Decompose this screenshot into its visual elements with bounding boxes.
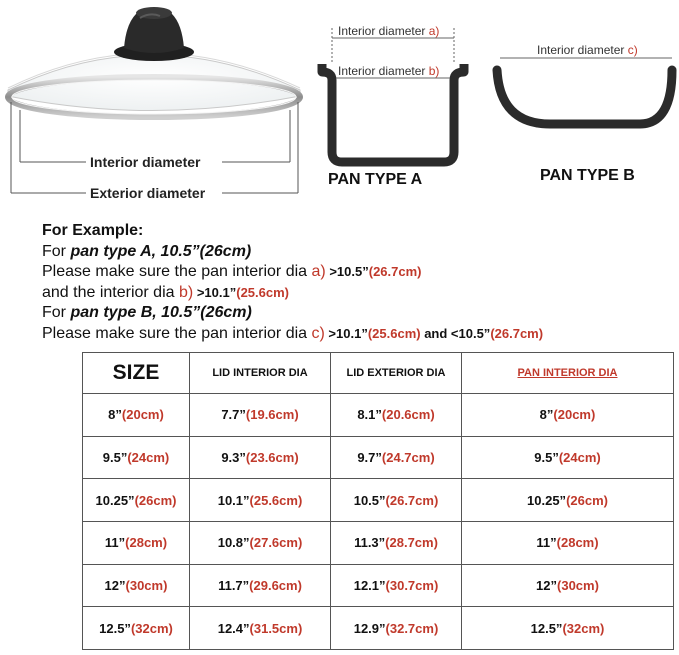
- lid-interior-cell: 9.3”(23.6cm): [190, 436, 331, 479]
- size-cell: 11”(28cm): [83, 521, 190, 564]
- glass-lid-illustration: [8, 7, 300, 117]
- pan-type-a-title: PAN TYPE A: [328, 171, 423, 188]
- size-table: [82, 352, 674, 650]
- pan-b-label-c: Interior diameter c): [537, 43, 638, 57]
- header-size: SIZE: [83, 353, 190, 394]
- example-line-1: For pan type A, 10.5”(26cm): [42, 242, 252, 260]
- size-cell: 9.5”(24cm): [83, 436, 190, 479]
- pan-interior-cell: 12”(30cm): [462, 564, 674, 607]
- lid-exterior-cell: 11.3”(28.7cm): [331, 521, 462, 564]
- table-row: [83, 436, 674, 479]
- table-row: [83, 479, 674, 522]
- example-line-3: and the interior dia b) >10.1”(25.6cm): [42, 283, 289, 301]
- header-pan-interior: PAN INTERIOR DIA: [462, 353, 674, 394]
- pan-a-label-b: Interior diameter b): [338, 64, 440, 78]
- lid-interior-cell: 12.4”(31.5cm): [190, 607, 331, 650]
- lid-exterior-cell: 9.7”(24.7cm): [331, 436, 462, 479]
- table-row: [83, 607, 674, 650]
- size-cell: 8”(20cm): [83, 394, 190, 437]
- size-cell: 10.25”(26cm): [83, 479, 190, 522]
- example-line-5: Please make sure the pan interior dia c) >10.1”(25.6cm) and <10.5”(26.7cm): [42, 324, 544, 342]
- table-row: [83, 394, 674, 437]
- table-row: [83, 564, 674, 607]
- lid-interior-cell: 10.1”(25.6cm): [190, 479, 331, 522]
- pan-type-b-illustration: [497, 58, 672, 124]
- pan-type-b-title: PAN TYPE B: [540, 167, 635, 184]
- lid-exterior-cell: 12.1”(30.7cm): [331, 564, 462, 607]
- lid-exterior-cell: 10.5”(26.7cm): [331, 479, 462, 522]
- size-cell: 12.5”(32cm): [83, 607, 190, 650]
- pan-a-label-a: Interior diameter a): [338, 24, 440, 38]
- table-row: [83, 521, 674, 564]
- pan-interior-cell: 8”(20cm): [462, 394, 674, 437]
- example-line-4: For pan type B, 10.5”(26cm): [42, 304, 252, 321]
- lid-interior-cell: 7.7”(19.6cm): [190, 394, 331, 437]
- example-section: [42, 221, 672, 344]
- lid-interior-label: Interior diameter: [90, 154, 201, 170]
- size-cell: 12”(30cm): [83, 564, 190, 607]
- example-line-2: Please make sure the pan interior dia a) >10.5”(26.7cm): [42, 263, 422, 280]
- table-header-row: [83, 353, 674, 394]
- lid-interior-cell: 11.7”(29.6cm): [190, 564, 331, 607]
- pan-interior-cell: 10.25”(26cm): [462, 479, 674, 522]
- lid-exterior-cell: 8.1”(20.6cm): [331, 394, 462, 437]
- lid-exterior-label: Exterior diameter: [90, 185, 206, 201]
- diagram-area: [0, 0, 679, 215]
- lid-interior-cell: 10.8”(27.6cm): [190, 521, 331, 564]
- example-heading: For Example:: [42, 222, 144, 239]
- header-lid-interior: LID INTERIOR DIA: [190, 353, 331, 394]
- pan-type-a-illustration: [322, 28, 464, 162]
- pan-interior-cell: 12.5”(32cm): [462, 607, 674, 650]
- lid-exterior-cell: 12.9”(32.7cm): [331, 607, 462, 650]
- pan-interior-cell: 11”(28cm): [462, 521, 674, 564]
- pan-interior-cell: 9.5”(24cm): [462, 436, 674, 479]
- header-lid-exterior: LID EXTERIOR DIA: [331, 353, 462, 394]
